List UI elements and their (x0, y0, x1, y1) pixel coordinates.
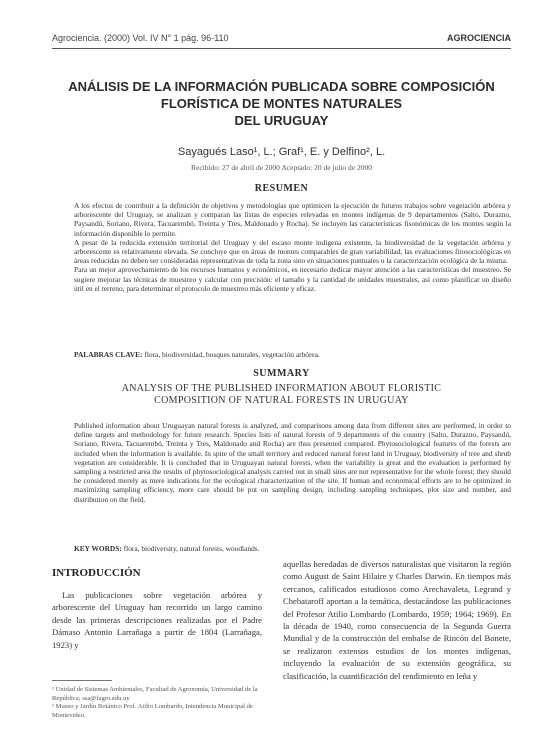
article-title (52, 78, 511, 129)
palabras-clave-label: PALABRAS CLAVE: (74, 350, 143, 359)
author-list: Sayagués Laso¹, L.; Graf¹, E. y Delfino², L. (177, 146, 386, 158)
resumen-body (74, 201, 511, 293)
introduccion-heading: INTRODUCCIÓN (52, 567, 141, 579)
key-words-label: KEY WORDS: (74, 544, 122, 553)
footnotes (52, 686, 262, 720)
left-column (52, 567, 262, 651)
resumen-paragraph-2: A pesar de la reducida extensión territorial del Uruguay y del escaso monte indígena existente, la biodiversidad de la vegetación arbórea y arborescente es relativamente elevada. Se concluye que en áreas de montes comparables de gran variabilidad, las evaluaciones fitosociológicas en áreas reducidas no deben ser consideradas representativas de toda la zona sino en situaciones puntuales o la caracterización ecológica de la misma. (74, 237, 511, 266)
right-column (283, 558, 511, 682)
summary-heading: SUMMARY (253, 368, 310, 379)
title-line-3: DEL URUGUAY (234, 113, 329, 128)
palabras-clave (74, 350, 511, 359)
summary-title (52, 383, 511, 407)
running-header (52, 33, 511, 47)
introduccion-right-text: aquellas heredadas de diversos naturalistas que visitaron la región como August de Saint Hilaire y Charles Darwin. En tiempos más cercanos, calificados estudiosos como Arechavaleta, Legrand y Chebataroff aportan a la temática, destacándose las publicaciones del Profesor Atilio Lombardo (Lombardo, 1959; 1964; 1969). En la década de 1940, como consecuencia de la Segunda Guerra Mundial y de la construcción del embalse de Rincón del Bonete, se realizaron extensos estudios de los montes indígenas, incluyendo la evaluación de su extensión geográfica, su clasificación, la cuantificación del rendimiento en leña y (283, 559, 511, 681)
key-words (74, 544, 511, 553)
introduccion-left-text: Las publicaciones sobre vegetación arbórea y arborescente del Uruguay han recorrido un largo camino desde las primeras descripciones realizadas por el Padre Dámaso Antonio Larrañaga a partir de 1804 (Larrañaga, 1923) y (52, 590, 262, 650)
key-words-text: flora, biodiversity, natural forests, woodlands. (123, 544, 260, 553)
header-rule (52, 48, 511, 49)
resumen-paragraph-3: Para un mejor aprovechamiento de los recursos humanos y económicos, es necesario dedicar mayor atención a las características del muestreo. Se sugiere mejorar las técnicas de muestreo y calcular con precisión: el tamaño y la cantidad de unidades muestrales, así como planificar un diseño útil en el terreno, para determinar el protocolo de muestreo más eficiente y eficaz. (74, 265, 511, 293)
resumen-heading: RESUMEN (254, 183, 309, 194)
summary-title-line-1: ANALYSIS OF THE PUBLISHED INFORMATION ABOUT FLORISTIC (121, 383, 442, 394)
footnote-2: ² Museo y Jardín Botánico Prof. Atilio Lombardo, Intendencia Municipal de Montevideo. (52, 703, 253, 719)
title-line-2: FLORÍSTICA DE MONTES NATURALES (160, 96, 403, 111)
journal-brand: AGROCIENCIA (446, 33, 511, 43)
palabras-clave-text: flora, biodiversidad, bosques naturales, vegetación arbórea. (144, 350, 320, 359)
journal-citation: Agrociencia. (2000) Vol. IV N° 1 pág. 96-110 (52, 33, 229, 43)
summary-body (74, 421, 511, 504)
summary-paragraph-1: Published information about Uruguayan natural forests is analyzed, and comparisons among data from different sites are performed, in order to define targets and methodology for future research. Species lists of natural forests of 9 departments of the country (Salto, Durazno, Paysandú, Soriano, Rivera, Tacuarembó, Treinta y Tres, Maldonado and Rocha) are thus presented compared. Phytosociological features of the forests are included when the information is available. In spite of the small territory and reduced natural forest land in Uruguay, biodiversity of tree and shrub vegetation are considerable. It is concluded that in Uruguayan natural forests, when the variability is great and the evaluation is performed by sampling a restricted area the results of phytosociological analysis carried out in small sites are not representative for the whole forest; they should be considered merely as mere indications for the ecological characterization of the site. If human and economical efforts are to be optimized in maximizing sampling efficiency, more care should be put on sampling design, including sampling techniques, plot size and number, and distribution on the field. (74, 421, 511, 504)
footnote-rule (52, 680, 112, 681)
footnote-1: ¹ Unidad de Sistemas Ambientales, Facultad de Agronomía, Universidad de la República; ssa@fagro.edu.uy (52, 686, 258, 702)
resumen-paragraph-1: A los efectos de contribuir a la definición de objetivos y metodologías que optimicen la ejecución de futuros trabajos sobre vegetación arbórea y arborescente del Uruguay, se analizan y comparan las listas de especies relevadas en montes indígenas de 9 departamentos (Salto, Durazno, Paysandú, Soriano, Rivera, Tacuarembó, Treinta y Tres, Maldonado y Rocha). Se incluyen las características fisonómicas de los montes según la información disponible lo permite. (74, 201, 511, 238)
title-line-1: ANÁLISIS DE LA INFORMACIÓN PUBLICADA SOBRE COMPOSICIÓN (68, 79, 495, 94)
received-accepted-dates: Recibido: 27 de abril de 2000 Aceptado: 20 de julio de 2000 (190, 163, 372, 172)
summary-title-line-2: COMPOSITION OF NATURAL FORESTS IN URUGUAY (154, 395, 409, 406)
